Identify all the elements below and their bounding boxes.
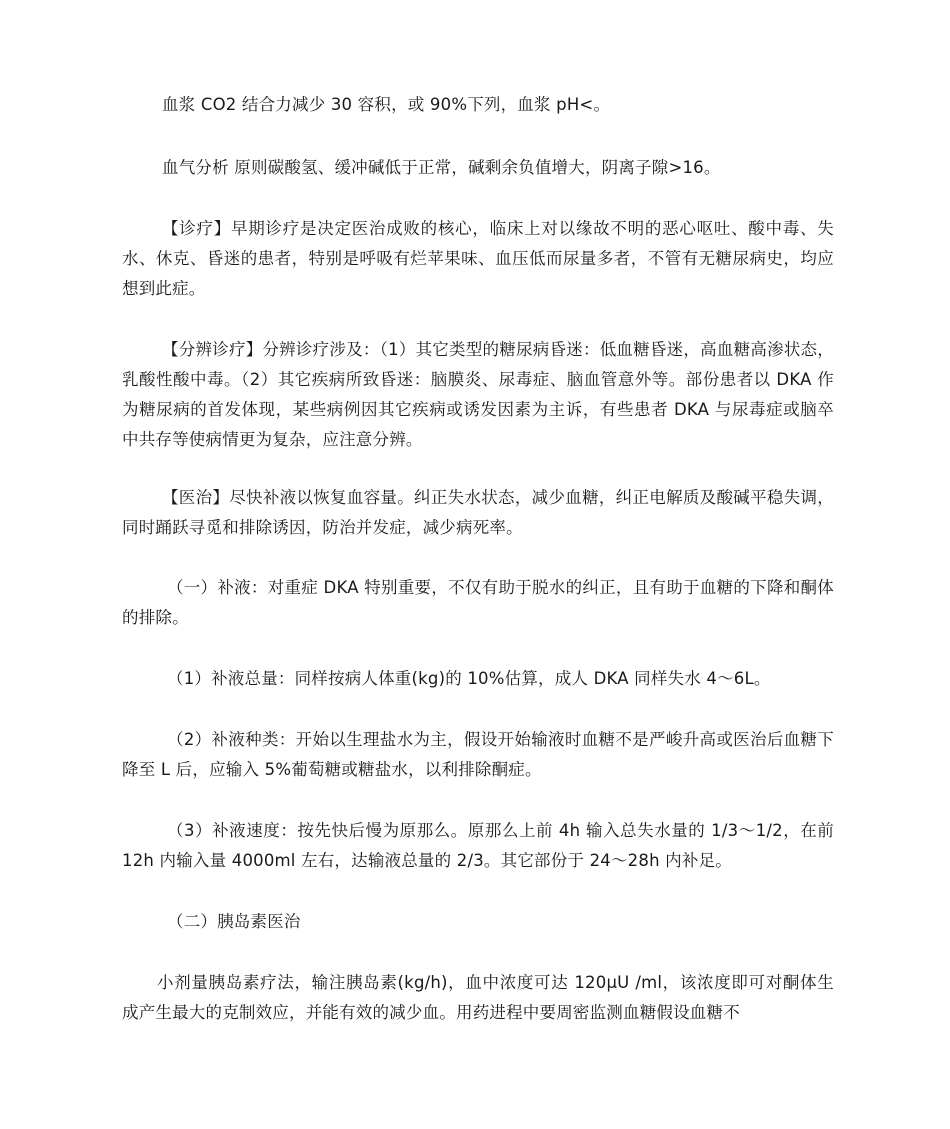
- paragraph-blood-gas: 血气分析 原则碳酸氢、缓冲碱低于正常，碱剩余负值增大，阴离子隙>16。: [162, 158, 721, 177]
- paragraph-fluid-type: （2）补液种类：开始以生理盐水为主，假设开始输液时血糖不是严峻升高或医治后血糖下降至 L 后，应输入 5%葡萄糖或糖盐水，以利排除酮症。: [122, 730, 834, 779]
- paragraph-insulin-heading: （二）胰岛素医治: [167, 912, 301, 931]
- paragraph-treatment: 【医治】尽快补液以恢复血容量。纠正失水状态，减少血糖，纠正电解质及酸碱平稳失调，同时踊跃寻觅和排除诱因，防治并发症，减少病死率。: [122, 488, 834, 537]
- paragraph-co2: 血浆 CO2 结合力减少 30 容积，或 90%下列，血浆 pH<。: [162, 95, 611, 114]
- paragraph-diagnosis: 【诊疗】早期诊疗是决定医治成败的核心，临床上对以缘故不明的恶心呕吐、酸中毒、失水、休克、昏迷的患者，特别是呼吸有烂苹果味、血压低而尿量多者，不管有无糖尿病史，均应想到此症。: [122, 219, 834, 298]
- paragraph-fluid-replacement: （一）补液：对重症 DKA 特别重要，不仅有助于脱水的纠正，且有助于血糖的下降和酮体的排除。: [122, 578, 834, 627]
- paragraph-fluid-speed: （3）补液速度：按先快后慢为原那么。原那么上前 4h 输入总失水量的 1/3～1/2，在前 12h 内输入量 4000ml 左右，达输液总量的 2/3。其它部份于 24～28h 内补足。: [122, 821, 834, 870]
- paragraph-fluid-total: （1）补液总量：同样按病人体重(kg)的 10%估算，成人 DKA 同样失水 4～6L。: [167, 669, 771, 688]
- paragraph-insulin-therapy: 小剂量胰岛素疗法，输注胰岛素(kg/h)，血中浓度可达 120μU /ml，该浓度即可对酮体生成产生最大的克制效应，并能有效的减少血。用药进程中要周密监测血糖假设血糖不: [122, 973, 834, 1022]
- paragraph-differential-diagnosis: 【分辨诊疗】分辨诊疗涉及：（1）其它类型的糖尿病昏迷：低血糖昏迷，高血糖高渗状态，乳酸性酸中毒。（2）其它疾病所致昏迷：脑膜炎、尿毒症、脑血管意外等。部份患者以 DKA 作为糖尿病的首发体现，某些病例因其它疾病或诱发因素为主诉，有些患者 DKA 与尿毒症或脑卒中共存等使病情更为复杂，应注意分辨。: [122, 340, 834, 449]
